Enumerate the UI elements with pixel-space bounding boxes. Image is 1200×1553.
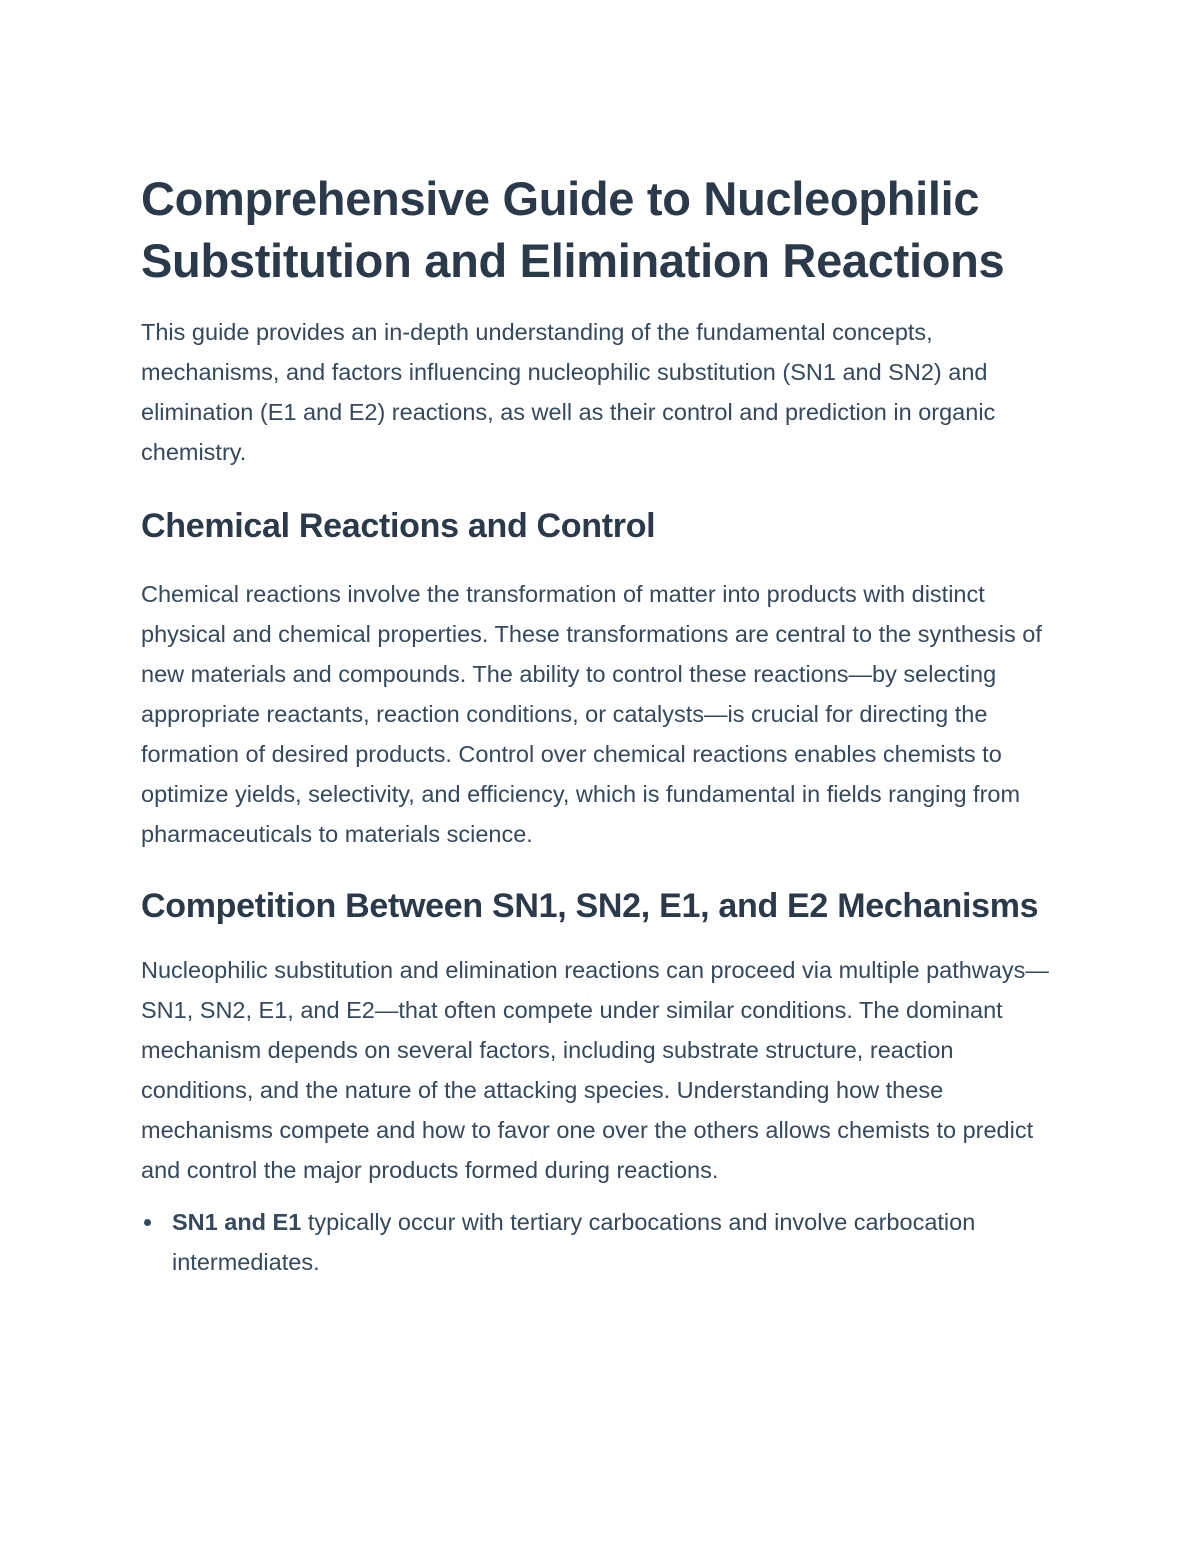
list-item-text: typically occur with tertiary carbocations and involve carbocation intermediates. [172,1209,976,1275]
section-paragraph-competition: Nucleophilic substitution and elimination reactions can proceed via multiple pathways—SN1, SN2, E1, and E2—that often compete under similar conditions. The dominant mechanism depends on several factors, including substrate structure, reaction conditions, and the nature of the attacking species. Understanding how these mechanisms compete and how to favor one over the others allows chemists to predict and control the major products formed during reactions. [141,957,1049,1183]
document-page [141,168,1061,1282]
list-item [141,1202,1061,1282]
list-item-bold: SN1 and E1 [172,1209,302,1235]
section-heading-competition: Competition Between SN1, SN2, E1, and E2 Mechanisms [141,887,1039,925]
intro-paragraph: This guide provides an in-depth understanding of the fundamental concepts, mechanisms, and factors influencing nucleophilic substitution (SN1 and SN2) and elimination (E1 and E2) reactions, as well as their control and prediction in organic chemistry. [141,319,996,465]
bullet-list [141,1202,1061,1282]
bullet-icon [144,1219,151,1226]
section-paragraph-chemical-reactions: Chemical reactions involve the transformation of matter into products with distinct physical and chemical properties. These transformations are central to the synthesis of new materials and compounds. The ability to control these reactions—by selecting appropriate reactants, reaction conditions, or catalysts—is crucial for directing the formation of desired products. Control over chemical reactions enables chemists to optimize yields, selectivity, and efficiency, which is fundamental in fields ranging from pharmaceuticals to materials science. [141,581,1042,847]
section-heading-chemical-reactions: Chemical Reactions and Control [141,507,656,545]
document-title: Comprehensive Guide to Nucleophilic Substitution and Elimination Reactions [141,172,1005,287]
